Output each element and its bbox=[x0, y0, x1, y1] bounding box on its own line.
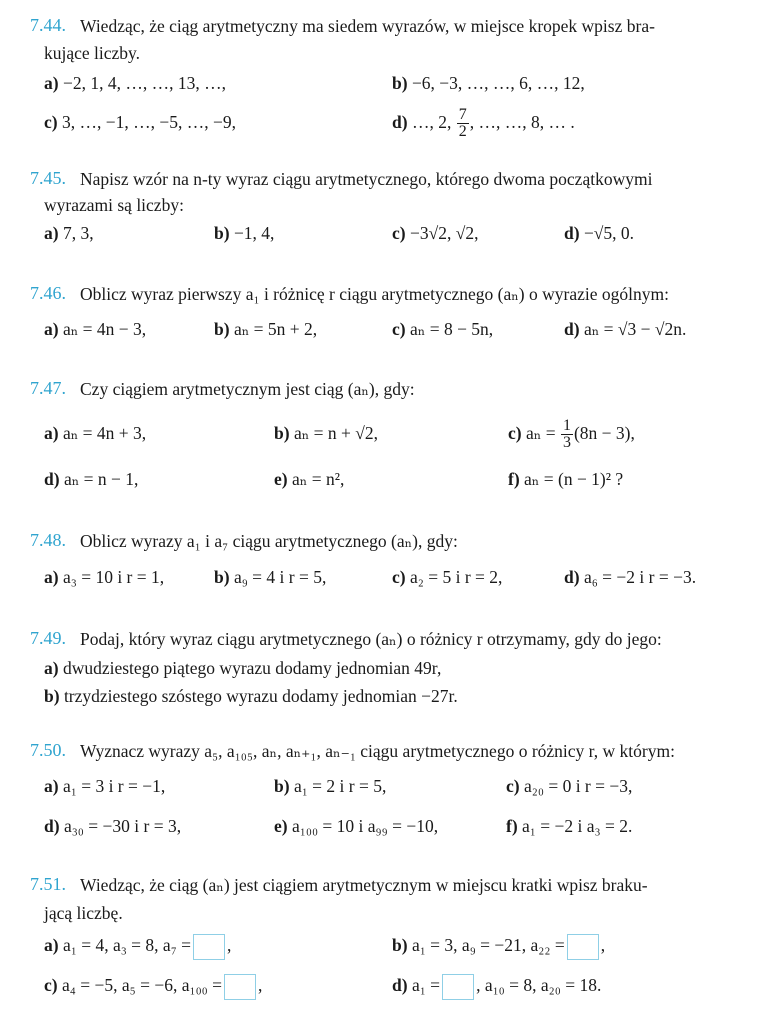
exercise-7-50-item-a bbox=[44, 775, 165, 797]
exercise-7-44-question: Wiedząc, że ciąg arytmetyczny ma siedem wyrazów, w miejsce kropek wpisz bra- bbox=[80, 16, 655, 36]
exercise-7-51-item-d bbox=[392, 970, 601, 1000]
item-text: aₙ = n + √2, bbox=[293, 423, 378, 443]
exercise-number-7-44: 7.44. bbox=[30, 15, 66, 35]
exercise-7-46-item-c bbox=[392, 318, 493, 340]
exercise-7-48-item-c bbox=[392, 566, 502, 588]
exercise-7-47-item-c bbox=[508, 412, 635, 454]
item-text: a₂₀ = 0 i r = −3, bbox=[523, 776, 633, 796]
exercise-7-50-question: Wyznacz wyrazy a₅, a₁₀₅, aₙ, aₙ₊₁, aₙ₋₁ ciągu arytmetycznego o różnicy r, w którym: bbox=[80, 741, 675, 761]
item-label: c) bbox=[392, 567, 406, 587]
item-text: aₙ = 5n + 2, bbox=[233, 319, 318, 339]
item-label: f) bbox=[508, 469, 520, 489]
item-text: a₃₀ = −30 i r = 3, bbox=[63, 816, 182, 836]
exercise-number-7-51: 7.51. bbox=[30, 874, 66, 894]
exercise-7-47-item-e bbox=[274, 468, 344, 490]
item-label: d) bbox=[44, 816, 60, 836]
item-text: aₙ = n − 1, bbox=[63, 469, 139, 489]
item-text: (8n − 3), bbox=[573, 423, 635, 443]
item-label: b) bbox=[44, 686, 60, 706]
item-label: a) bbox=[44, 776, 59, 796]
exercise-7-51-question: Wiedząc, że ciąg (aₙ) jest ciągiem arytmetycznym w miejscu kratki wpisz braku- bbox=[80, 875, 648, 895]
item-text: a₁ = bbox=[411, 975, 441, 995]
item-label: d) bbox=[392, 112, 408, 132]
exercise-number-7-50: 7.50. bbox=[30, 740, 66, 760]
item-label: b) bbox=[214, 223, 230, 243]
exercise-7-51-item-a bbox=[44, 930, 231, 960]
item-text: , bbox=[600, 935, 606, 955]
item-label: c) bbox=[506, 776, 520, 796]
item-label: d) bbox=[564, 319, 580, 339]
exercise-7-49-item-b bbox=[44, 685, 458, 707]
exercise-7-45-item-d bbox=[564, 222, 634, 244]
exercise-7-48-item-d bbox=[564, 566, 696, 588]
item-text: , …, …, 8, … . bbox=[469, 112, 575, 132]
exercise-7-51-item-c bbox=[44, 970, 262, 1000]
item-label: c) bbox=[392, 319, 406, 339]
item-text: a₆ = −2 i r = −3. bbox=[583, 567, 697, 587]
item-label: b) bbox=[214, 567, 230, 587]
exercise-7-44-item-c bbox=[44, 111, 236, 133]
exercise-7-51-item-b bbox=[392, 930, 605, 960]
item-label: d) bbox=[44, 469, 60, 489]
fraction bbox=[561, 418, 573, 451]
exercise-7-45-item-b bbox=[214, 222, 274, 244]
answer-box[interactable] bbox=[193, 934, 225, 960]
exercise-7-44-item-a bbox=[44, 72, 226, 94]
item-text: aₙ = bbox=[525, 423, 556, 443]
item-label: a) bbox=[44, 935, 59, 955]
item-label: a) bbox=[44, 423, 59, 443]
exercise-7-49-item-a bbox=[44, 657, 441, 679]
item-label: d) bbox=[392, 975, 408, 995]
item-label: b) bbox=[274, 776, 290, 796]
item-label: a) bbox=[44, 73, 59, 93]
item-text: aₙ = n², bbox=[291, 469, 345, 489]
exercise-7-45-item-a bbox=[44, 222, 94, 244]
item-label: d) bbox=[564, 567, 580, 587]
answer-box[interactable] bbox=[442, 974, 474, 1000]
fraction-denominator: 2 bbox=[458, 123, 467, 141]
item-text: −√5, 0. bbox=[583, 223, 635, 243]
item-label: e) bbox=[274, 469, 288, 489]
fraction-numerator: 7 bbox=[458, 106, 467, 124]
item-label: c) bbox=[44, 975, 58, 995]
exercise-number-7-45: 7.45. bbox=[30, 168, 66, 188]
exercise-7-45-item-c bbox=[392, 222, 478, 244]
item-label: c) bbox=[392, 223, 406, 243]
exercise-7-48-question: Oblicz wyrazy a₁ i a₇ ciągu arytmetycznego (aₙ), gdy: bbox=[80, 531, 458, 551]
fraction bbox=[457, 107, 469, 140]
item-label: e) bbox=[274, 816, 288, 836]
exercise-7-50-item-d bbox=[44, 815, 181, 837]
exercise-number-7-49: 7.49. bbox=[30, 628, 66, 648]
item-label: b) bbox=[274, 423, 290, 443]
item-label: d) bbox=[564, 223, 580, 243]
item-text: a₄ = −5, a₅ = −6, a₁₀₀ = bbox=[61, 975, 223, 995]
item-text: aₙ = 4n − 3, bbox=[62, 319, 147, 339]
item-label: a) bbox=[44, 658, 59, 678]
item-text: aₙ = 4n + 3, bbox=[62, 423, 147, 443]
exercise-number-7-46: 7.46. bbox=[30, 283, 66, 303]
exercise-7-50-item-c bbox=[506, 775, 632, 797]
item-text: a₃ = 10 i r = 1, bbox=[62, 567, 165, 587]
exercise-7-45-question: Napisz wzór na n-ty wyraz ciągu arytmetycznego, którego dwoma początkowymi bbox=[80, 169, 653, 189]
item-text: aₙ = (n − 1)² ? bbox=[524, 469, 624, 489]
exercise-7-47-item-f bbox=[508, 468, 623, 490]
item-text: a₁ = 4, a₃ = 8, a₇ = bbox=[62, 935, 192, 955]
item-label: b) bbox=[392, 73, 408, 93]
exercise-7-50-item-f bbox=[506, 815, 632, 837]
item-text: aₙ = √3 − √2n. bbox=[583, 319, 687, 339]
answer-box[interactable] bbox=[224, 974, 256, 1000]
exercise-number-7-48: 7.48. bbox=[30, 530, 66, 550]
item-text: …, 2, bbox=[411, 112, 452, 132]
exercise-7-47-question: Czy ciągiem arytmetycznym jest ciąg (aₙ), gdy: bbox=[80, 379, 415, 399]
item-text: a₁ = 3, a₉ = −21, a₂₂ = bbox=[411, 935, 565, 955]
item-text: , a₁₀ = 8, a₂₀ = 18. bbox=[476, 975, 602, 995]
item-text: a₁₀₀ = 10 i a₉₉ = −10, bbox=[291, 816, 439, 836]
item-text: a₂ = 5 i r = 2, bbox=[409, 567, 503, 587]
fraction-numerator: 1 bbox=[562, 417, 571, 435]
item-label: a) bbox=[44, 223, 59, 243]
item-label: a) bbox=[44, 319, 59, 339]
exercise-7-44-question-cont: kujące liczby. bbox=[44, 43, 141, 63]
item-label: a) bbox=[44, 567, 59, 587]
exercise-7-51-question-cont: jącą liczbę. bbox=[44, 903, 123, 923]
exercise-7-49-question: Podaj, który wyraz ciągu arytmetycznego (aₙ) o różnicy r otrzymamy, gdy do jego: bbox=[80, 629, 662, 649]
item-text: 3, …, −1, …, −5, …, −9, bbox=[61, 112, 236, 132]
item-label: b) bbox=[214, 319, 230, 339]
exercise-7-50-item-e bbox=[274, 815, 438, 837]
item-text: a₁ = −2 i a₃ = 2. bbox=[522, 816, 633, 836]
item-text: −6, −3, …, …, 6, …, 12, bbox=[411, 73, 585, 93]
item-label: c) bbox=[508, 423, 522, 443]
answer-box[interactable] bbox=[567, 934, 599, 960]
item-text: −3√2, √2, bbox=[409, 223, 479, 243]
exercise-7-46-item-d bbox=[564, 318, 686, 340]
item-text: a₁ = 2 i r = 5, bbox=[293, 776, 387, 796]
exercise-7-46-item-b bbox=[214, 318, 317, 340]
item-text: dwudziestego piątego wyrazu dodamy jednomian 49r, bbox=[62, 658, 442, 678]
exercise-number-7-47: 7.47. bbox=[30, 378, 66, 398]
exercise-7-47-item-a bbox=[44, 422, 146, 444]
exercise-7-47-item-d bbox=[44, 468, 138, 490]
item-text: a₉ = 4 i r = 5, bbox=[233, 567, 327, 587]
fraction-denominator: 3 bbox=[562, 434, 571, 452]
item-text: aₙ = 8 − 5n, bbox=[409, 319, 494, 339]
exercise-7-44-item-b bbox=[392, 72, 585, 94]
item-label: b) bbox=[392, 935, 408, 955]
item-text: , bbox=[227, 935, 232, 955]
exercise-7-44-item-d bbox=[392, 100, 575, 144]
exercise-7-48-item-a bbox=[44, 566, 164, 588]
item-text: −1, 4, bbox=[233, 223, 275, 243]
exercise-7-45-question-cont: wyrazami są liczby: bbox=[44, 195, 184, 215]
item-text: trzydziestego szóstego wyrazu dodamy jednomian −27r. bbox=[63, 686, 458, 706]
exercise-7-46-item-a bbox=[44, 318, 146, 340]
item-label: c) bbox=[44, 112, 58, 132]
item-label: f) bbox=[506, 816, 518, 836]
item-text: , bbox=[258, 975, 263, 995]
item-text: 7, 3, bbox=[62, 223, 94, 243]
exercise-7-46-question: Oblicz wyraz pierwszy a₁ i różnicę r ciągu arytmetycznego (aₙ) o wyrazie ogólnym: bbox=[80, 284, 669, 304]
item-text: a₁ = 3 i r = −1, bbox=[62, 776, 166, 796]
exercise-7-47-item-b bbox=[274, 422, 378, 444]
exercise-7-48-item-b bbox=[214, 566, 326, 588]
item-text: −2, 1, 4, …, …, 13, …, bbox=[62, 73, 226, 93]
exercise-7-50-item-b bbox=[274, 775, 386, 797]
